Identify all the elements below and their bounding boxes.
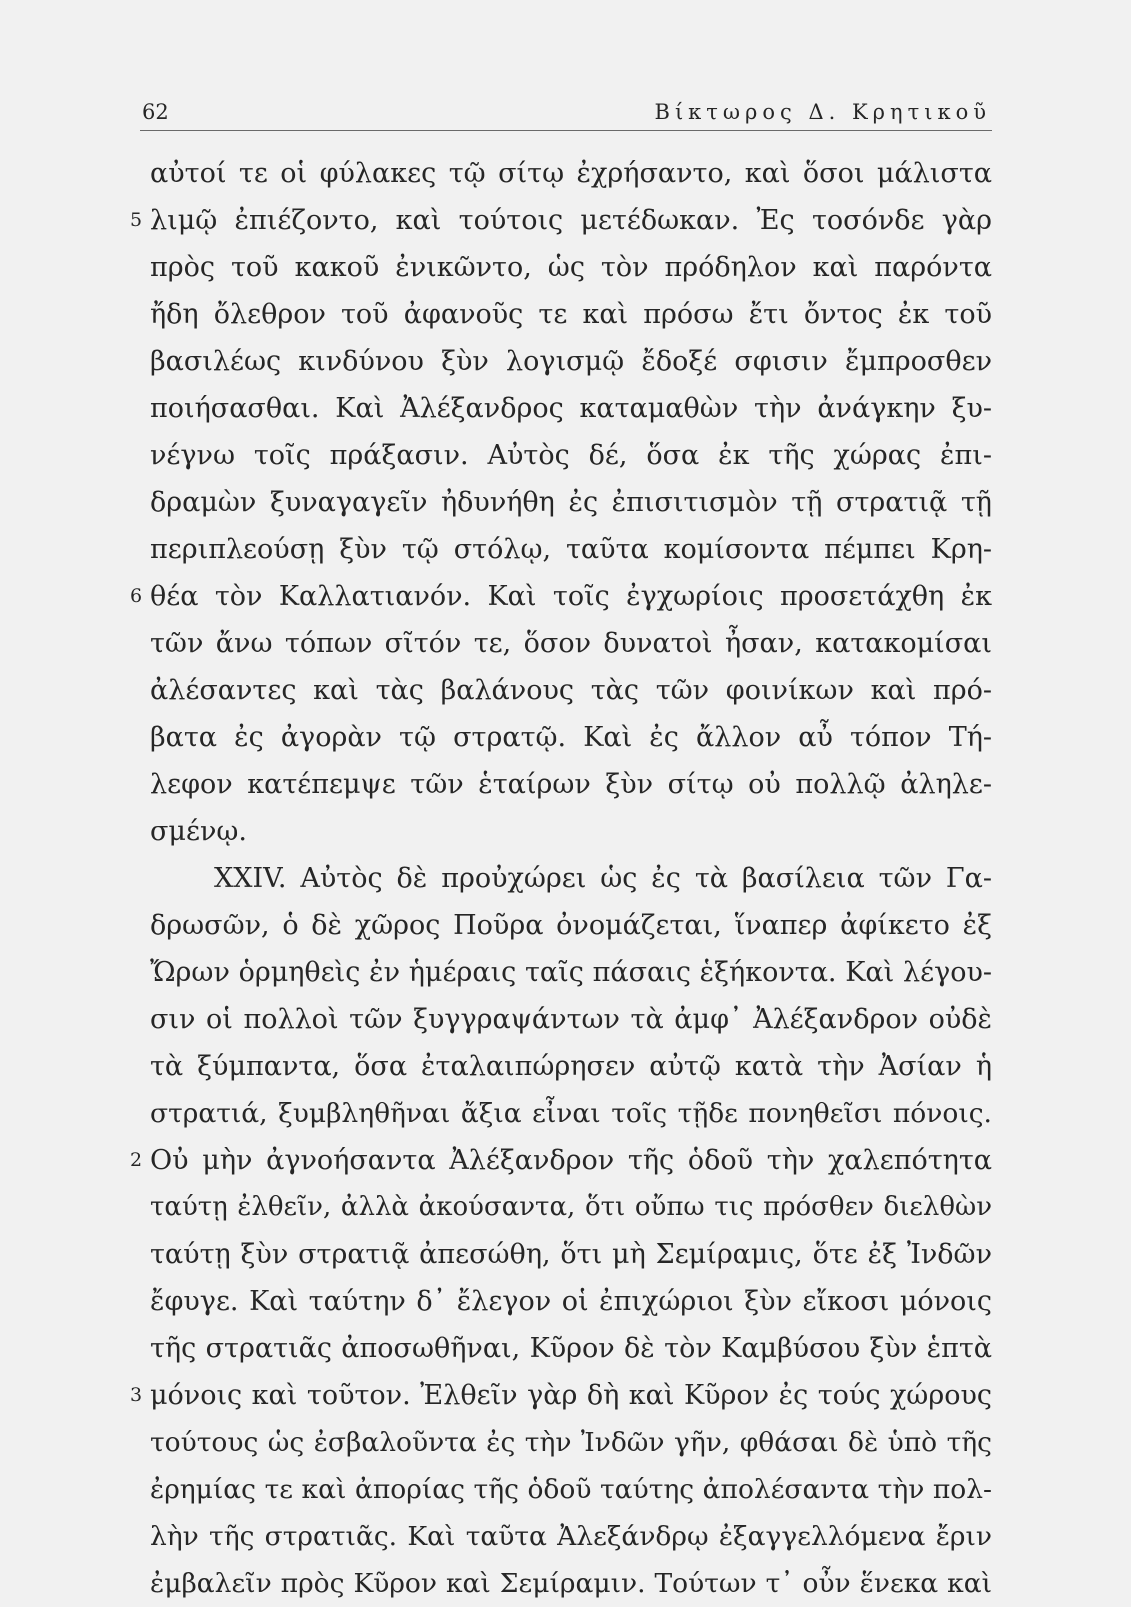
- line-text: τῆς στρατιᾶς ἀποσωθῆναι, Κῦρον δὲ τὸν Καμβύσου ξὺν ἑπτὰ: [150, 1333, 992, 1364]
- text-line: [0, 761, 1131, 808]
- text-line: [0, 902, 1131, 949]
- line-text: ἔφυγε. Καὶ ταύτην δ᾽ ἔλεγον οἱ ἐπιχώριοι ξὺν εἴκοσι μόνοις: [150, 1286, 992, 1317]
- text-line: [0, 479, 1131, 526]
- line-text: πρὸς τοῦ κακοῦ ἐνικῶντο, ὡς τὸν πρόδηλον καὶ παρόντα: [150, 252, 992, 283]
- line-text: σιν οἱ πολλοὶ τῶν ξυγγραψάντων τὰ ἀμφ᾽ Ἀλέξανδρον οὐδὲ: [150, 1004, 992, 1035]
- line-text: λὴν τῆς στρατιᾶς. Καὶ ταῦτα Ἀλεξάνδρῳ ἐξαγγελλόμενα ἔριν: [150, 1521, 992, 1552]
- line-text: αὐτοί τε οἱ φύλακες τῷ σίτῳ ἐχρήσαντο, καὶ ὅσοι μάλιστα: [150, 158, 992, 189]
- line-text: περιπλεούσῃ ξὺν τῷ στόλῳ, ταῦτα κομίσοντα πέμπει Κρη-: [150, 534, 992, 565]
- line-text: λιμῷ ἐπιέζοντο, καὶ τούτοις μετέδωκαν. Ἐς τοσόνδε γὰρ: [150, 205, 992, 236]
- page-number: 62: [142, 100, 169, 124]
- running-head: Βίκτωρος Δ. Κρητικοῦ: [654, 100, 991, 124]
- line-text: ταύτῃ ξὺν στρατιᾷ ἀπεσώθη, ὅτι μὴ Σεμίραμις, ὅτε ἐξ Ἰνδῶν: [150, 1239, 992, 1270]
- body-text: [0, 150, 1131, 1607]
- line-text: μόνοις καὶ τοῦτον. Ἐλθεῖν γὰρ δὴ καὶ Κῦρον ἐς τούς χώρους: [150, 1380, 992, 1411]
- page-header: [0, 0, 1131, 140]
- line-text: βασιλέως κινδύνου ξὺν λογισμῷ ἔδοξέ σφισιν ἔμπροσθεν: [150, 346, 992, 377]
- line-text: Ὤρων ὁρμηθεὶς ἐν ἡμέραις ταῖς πάσαις ἑξήκοντα. Καὶ λέγου-: [150, 957, 992, 988]
- text-line: [0, 714, 1131, 761]
- line-text: βατα ἐς ἀγορὰν τῷ στρατῷ. Καὶ ἐς ἄλλον αὖ τόπον Τή-: [150, 722, 992, 753]
- text-line: [0, 244, 1131, 291]
- header-rule: [140, 130, 992, 131]
- text-line: [0, 667, 1131, 714]
- line-text: Οὐ μὴν ἀγνοήσαντα Ἀλέξανδρον τῆς ὁδοῦ τὴν χαλεπότητα: [150, 1145, 992, 1176]
- line-text: ἐρημίας τε καὶ ἀπορίας τῆς ὁδοῦ ταύτης ἀπολέσαντα τὴν πολ-: [150, 1474, 992, 1505]
- line-text: δραμὼν ξυναγαγεῖν ἠδυνήθη ἐς ἐπισιτισμὸν τῇ στρατιᾷ τῇ: [150, 487, 992, 518]
- text-line: [0, 1090, 1131, 1137]
- margin-number: 5: [130, 209, 143, 231]
- line-text: τὰ ξύμπαντα, ὅσα ἐταλαιπώρησεν αὐτῷ κατὰ τὴν Ἀσίαν ἡ: [150, 1051, 992, 1082]
- line-text: ταύτῃ ἐλθεῖν, ἀλλὰ ἀκούσαντα, ὅτι οὔπω τις πρόσθεν διελθὼν: [150, 1192, 992, 1222]
- text-line: [0, 949, 1131, 996]
- line-text: τῶν ἄνω τόπων σῖτόν τε, ὅσον δυνατοὶ ἦσαν, κατακομίσαι: [150, 628, 992, 659]
- text-line: [0, 150, 1131, 197]
- text-line: [0, 855, 1131, 902]
- line-text: στρατιά, ξυμβληθῆναι ἄξια εἶναι τοῖς τῇδε πονηθεῖσι πόνοις.: [150, 1098, 992, 1129]
- line-text: νέγνω τοῖς πράξασιν. Αὐτὸς δέ, ὅσα ἐκ τῆς χώρας ἐπι-: [150, 440, 992, 471]
- line-text: ποιήσασθαι. Καὶ Ἀλέξανδρος καταμαθὼν τὴν ἀνάγκην ξυ-: [150, 393, 992, 424]
- text-line: [0, 1560, 1131, 1607]
- text-line: [0, 526, 1131, 573]
- margin-number: 3: [130, 1384, 143, 1406]
- line-text: θέα τὸν Καλλατιανόν. Καὶ τοῖς ἐγχωρίοις προσετάχθη ἐκ: [150, 581, 992, 612]
- line-text: ἤδη ὄλεθρον τοῦ ἀφανοῦς τε καὶ πρόσω ἔτι ὄντος ἐκ τοῦ: [150, 299, 992, 330]
- text-line: [0, 1325, 1131, 1372]
- line-text: ἀλέσαντες καὶ τὰς βαλάνους τὰς τῶν φοινίκων καὶ πρό-: [150, 675, 992, 706]
- text-line: [0, 385, 1131, 432]
- text-line: [0, 1372, 1131, 1419]
- line-text: δρωσῶν, ὁ δὲ χῶρος Ποῦρα ὀνομάζεται, ἵναπερ ἀφίκετο ἐξ: [150, 910, 992, 941]
- text-line: [0, 1184, 1131, 1231]
- text-line: [0, 1513, 1131, 1560]
- text-line: [0, 1278, 1131, 1325]
- text-line: [0, 1419, 1131, 1466]
- text-line: [0, 1043, 1131, 1090]
- text-line: [0, 1231, 1131, 1278]
- text-line: [0, 1466, 1131, 1513]
- text-line: [0, 338, 1131, 385]
- text-line: [0, 996, 1131, 1043]
- text-line: [0, 432, 1131, 479]
- margin-number: 2: [130, 1149, 143, 1171]
- text-line: [0, 573, 1131, 620]
- margin-number: 6: [130, 585, 143, 607]
- text-line: [0, 197, 1131, 244]
- text-line: [0, 808, 1131, 855]
- line-text: λεφον κατέπεμψε τῶν ἑταίρων ξὺν σίτῳ οὐ πολλῷ ἀληλε-: [150, 769, 992, 800]
- line-text: τούτους ὡς ἐσβαλοῦντα ἐς τὴν Ἰνδῶν γῆν, φθάσαι δὲ ὑπὸ τῆς: [150, 1427, 992, 1458]
- text-line: [0, 291, 1131, 338]
- line-text: ἐμβαλεῖν πρὸς Κῦρον καὶ Σεμίραμιν. Τούτων τ᾽ οὖν ἕνεκα καὶ: [150, 1568, 992, 1599]
- line-text: XXIV. Αὐτὸς δὲ προὐχώρει ὡς ἐς τὰ βασίλεια τῶν Γα-: [214, 863, 992, 894]
- line-text: σμένῳ.: [150, 816, 247, 847]
- text-line: [0, 1137, 1131, 1184]
- text-line: [0, 620, 1131, 667]
